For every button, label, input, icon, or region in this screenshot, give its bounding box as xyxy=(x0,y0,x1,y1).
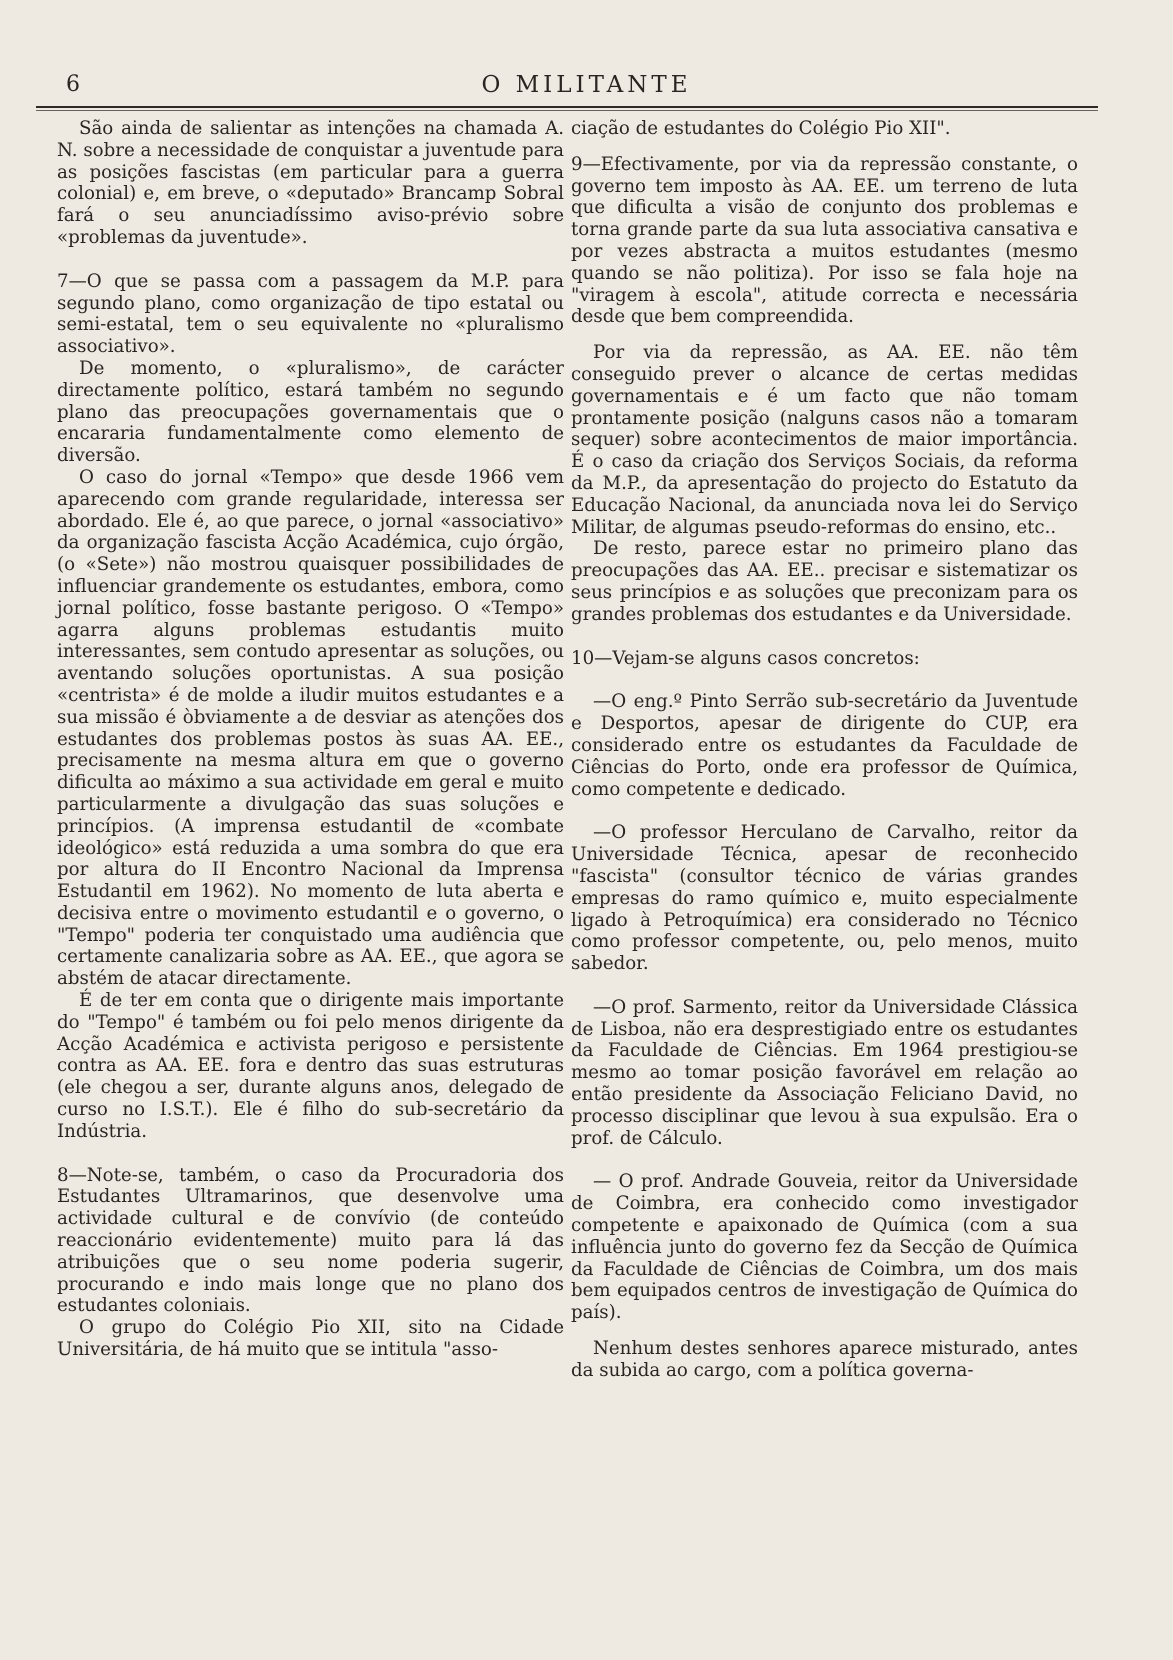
header-rule xyxy=(36,106,1098,108)
paragraph: Por via da repressão, as AA. EE. não têm conseguido prever o alcance de certas medidas governamentais e é um facto que não tomam prontamente posição (nalguns casos não a tomaram sequer) sobre acontecimentos de maior importância. É o caso da criação dos Serviços Sociais, da reforma da M.P., da apresentação do projecto do Estatuto da Educação Nacional, da anunciada nova lei do Serviço Militar, de algumas pseudo-reformas do ensino, etc.. xyxy=(571,342,1078,538)
paragraph: 7—O que se passa com a passagem da M.P. para segundo plano, como organização de tipo estatal ou semi-estatal, tem o seu equivalente no «pluralismo associativo». xyxy=(57,270,564,358)
paragraph: 8—Note-se, também, o caso da Procuradoria dos Estudantes Ultramarinos, que desenvolve uma actividade cultural e de convívio (de conteúdo reaccionário evidentemente) muito para lá das atribuições que o seu nome poderia sugerir, procurando e indo mais longe que no plano dos estudantes coloniais. xyxy=(57,1164,564,1317)
paragraph: — O prof. Andrade Gouveia, reitor da Universidade de Coimbra, era conhecido como investigador competente e apaixonado de Química (com a sua influência junto do governo fez da Secção de Química da Faculdade de Ciências de Coimbra, um dos mais bem equipados centros de investigação de Química do país). xyxy=(571,1171,1078,1324)
paragraph: —O eng.º Pinto Serrão sub-secretário da Juventude e Desportos, apesar de dirigente do CUP, era considerado entre os estudantes da Faculdade de Ciências do Porto, onde era professor de Química, como competente e dedicado. xyxy=(571,691,1078,800)
paragraph: —O professor Herculano de Carvalho, reitor da Universidade Técnica, apesar de reconhecido "fascista" (consultor técnico de várias grandes empresas do ramo químico e, muito especialmente ligado à Petroquímica) era considerado no Técnico como professor competente, ou, pelo menos, muito sabedor. xyxy=(571,822,1078,975)
paragraph: De momento, o «pluralismo», de carácter directamente político, estará também no segundo plano das preocupações governamentais que o encararia fundamentalmente como elemento de diversão. xyxy=(57,357,564,467)
paragraph: O grupo do Colégio Pio XII, sito na Cidade Universitária, de há muito que se intitula "asso- xyxy=(57,1317,564,1361)
paragraph: É de ter em conta que o dirigente mais importante do "Tempo" é também ou foi pelo menos dirigente da Acção Académica e activista perigoso e persistente contra as AA. EE. fora e dentro das suas estruturas (ele chegou a ser, durante alguns anos, delegado de curso no I.S.T.). Ele é filho do sub-secretário da Indústria. xyxy=(57,990,564,1142)
left-column xyxy=(57,118,564,1361)
paragraph: São ainda de salientar as intenções na chamada A. N. sobre a necessidade de conquistar a juventude para as posições fascistas (em particular para a guerra colonial) e, em breve, o «deputado» Brancamp Sobral fará o seu anunciadíssimo aviso-prévio sobre «problemas da juventude». xyxy=(57,118,564,248)
paragraph: —O prof. Sarmento, reitor da Universidade Clássica de Lisboa, não era desprestigiado entre os estudantes da Faculdade de Ciências. Em 1964 prestigiou-se mesmo ao tomar posição favorável em relação ao então presidente da Associação Feliciano David, no processo disciplinar que levou à sua expulsão. Era o prof. de Cálculo. xyxy=(571,996,1078,1149)
paragraph: 10—Vejam-se alguns casos concretos: xyxy=(571,647,920,669)
paragraph: O caso do jornal «Tempo» que desde 1966 vem aparecendo com grande regularidade, interessa ser abordado. Ele é, ao que parece, o jornal «associativo» da organização fascista Acção Académica, cujo órgão, (o «Sete») não mostrou quaisquer possibilidades de influenciar grandemente os estudantes, embora, como jornal político, fosse bastante perigoso. O «Tempo» agarra alguns problemas estudantis muito interessantes, sem contudo apresentar as soluções, ou aventando soluções oportunistas. A sua posição «centrista» é de molde a iludir muitos estudantes e a sua missão é òbviamente a de desviar as atenções dos estudantes dos problemas postos às suas AA. EE., precisamente na mesma altura em que o governo dificulta ao máximo a sua actividade em geral e muito particularmente a divulgação das suas soluções e princípios. (A imprensa estudantil de «combate ideológico» está reduzida a uma sombra do que era por altura do II Encontro Nacional da Imprensa Estudantil em 1962). No momento de luta aberta e decisiva entre o movimento estudantil e o governo, o "Tempo" poderia ter conquistado uma audiência que certamente canalizaria sobre as AA. EE., que agora se abstém de atacar directamente. xyxy=(57,466,564,990)
paragraph: Nenhum destes senhores aparece misturado, antes da subida ao cargo, com a política governa- xyxy=(571,1338,1078,1381)
page-number: 6 xyxy=(66,72,80,97)
paragraph: ciação de estudantes do Colégio Pio XII". xyxy=(571,118,951,139)
right-column xyxy=(571,118,1078,1382)
header-rule-thin xyxy=(36,110,1098,111)
running-title: O MILITANTE xyxy=(481,72,692,98)
paragraph: 9—Efectivamente, por via da repressão constante, o governo tem imposto às AA. EE. um terreno de luta que dificulta a visão de conjunto dos problemas e torna grande parte da sua luta associativa cansativa e por vezes abstracta a muitos estudantes (mesmo quando se não politiza). Por isso se fala hoje na "viragem à escola", atitude correcta e necessária desde que bem compreendida. xyxy=(571,153,1078,328)
paragraph: De resto, parece estar no primeiro plano das preocupações das AA. EE.. precisar e sistematizar os seus princípios e as soluções que preconizam para os grandes problemas dos estudantes e da Universidade. xyxy=(571,538,1078,625)
